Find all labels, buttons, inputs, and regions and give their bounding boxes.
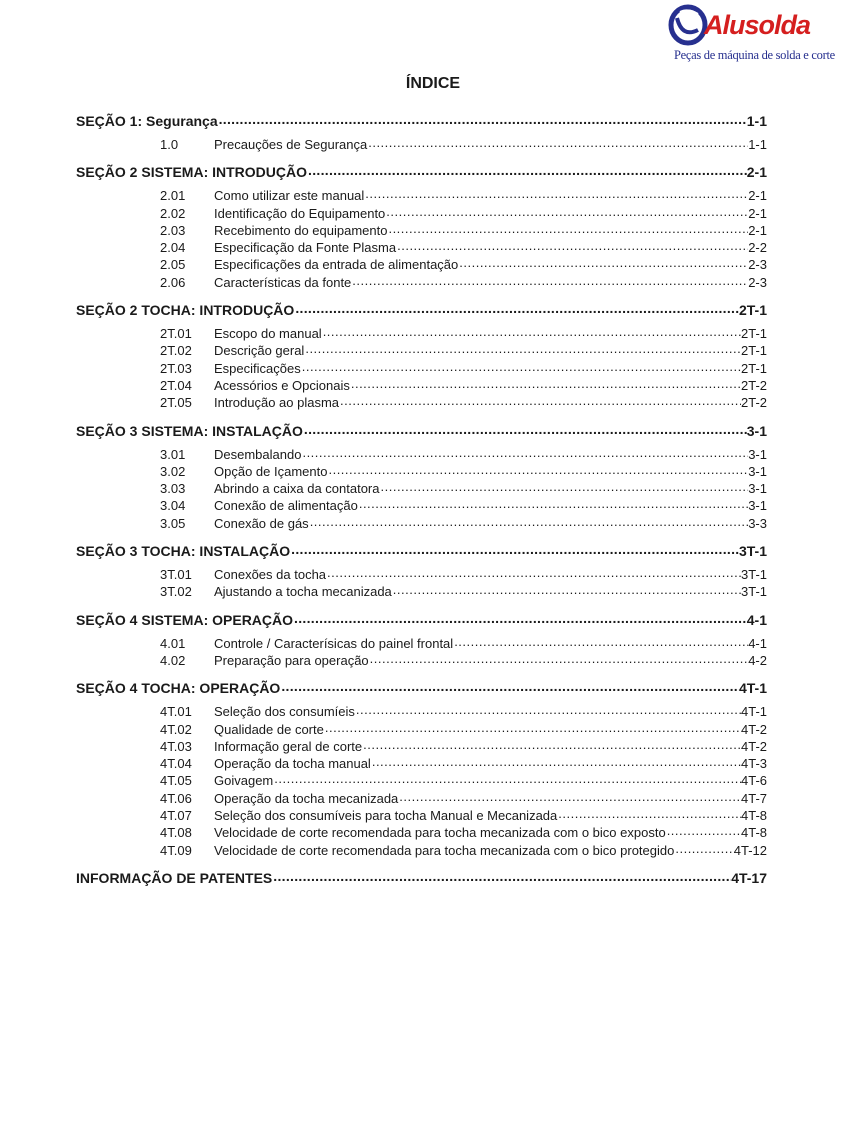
toc-leader-dots	[324, 721, 741, 734]
toc-entry-label: Como utilizar este manual	[214, 188, 365, 204]
toc-entry-number: 4T.09	[160, 842, 192, 858]
toc-entry[interactable]	[76, 807, 767, 824]
toc-leader-dots	[301, 360, 741, 373]
toc-section-title: SEÇÃO 3 SISTEMA: INSTALAÇÃO	[76, 422, 303, 439]
toc-entry-number: 4T.01	[160, 704, 192, 720]
toc-entry[interactable]	[76, 583, 767, 600]
toc-entry-number: 3.04	[160, 498, 186, 514]
toc-section-title: SEÇÃO 4 TOCHA: OPERAÇÃO	[76, 680, 281, 697]
toc-entry[interactable]	[76, 187, 767, 204]
toc-entry-number: 4T.03	[160, 738, 192, 754]
toc-entry-page: 4T-7	[740, 790, 767, 806]
toc-section-title: SEÇÃO 4 SISTEMA: OPERAÇÃO	[76, 611, 294, 628]
page-title: ÍNDICE	[405, 75, 461, 92]
toc-entry-label: Recebimento do equipamento	[214, 222, 388, 238]
toc-entry-number: 2T.05	[160, 395, 192, 411]
toc-entry-page: 3T-1	[740, 567, 767, 583]
toc-entry-page: 3-1	[748, 481, 767, 497]
logo-swirl-icon	[668, 4, 708, 48]
table-of-contents	[76, 112, 767, 892]
toc-entry-number: 4T.04	[160, 756, 192, 772]
toc-entry[interactable]	[76, 772, 767, 789]
toc-leader-dots	[218, 112, 747, 126]
toc-entry-label: Operação da tocha manual	[214, 756, 371, 772]
toc-leader-dots	[350, 377, 741, 390]
toc-leader-dots	[371, 755, 741, 768]
toc-entry-number: 2.02	[160, 205, 186, 221]
toc-leader-dots	[339, 394, 741, 407]
toc-entry-label: Acessórios e Opcionais	[214, 377, 350, 393]
toc-entry-page: 4T-3	[740, 756, 767, 772]
toc-section-page: 2T-1	[738, 302, 767, 319]
toc-entry[interactable]	[76, 239, 767, 256]
toc-entry-number: 2.05	[160, 257, 186, 273]
toc-section-page: 3-1	[746, 422, 767, 439]
toc-entry-number: 2.04	[160, 240, 186, 256]
toc-entry-page: 2T-1	[740, 343, 767, 359]
toc-entry-number: 4T.07	[160, 808, 192, 824]
toc-leader-dots	[280, 679, 739, 693]
toc-leader-dots	[364, 187, 748, 200]
toc-entry[interactable]	[76, 360, 767, 377]
toc-leader-dots	[272, 869, 731, 883]
toc-entry-label: Preparação para operação	[214, 652, 369, 668]
toc-entry-page: 2-1	[748, 188, 767, 204]
toc-section-heading[interactable]	[76, 301, 767, 324]
toc-entry-page: 2T-1	[740, 360, 767, 376]
toc-section-title: SEÇÃO 3 TOCHA: INSTALAÇÃO	[76, 543, 291, 560]
toc-leader-dots	[358, 497, 748, 510]
toc-leader-dots	[367, 136, 748, 149]
toc-leader-dots	[666, 824, 741, 837]
toc-entry-page: 4-1	[748, 635, 767, 651]
toc-entry[interactable]	[76, 703, 767, 720]
toc-leader-dots	[293, 611, 747, 625]
toc-entry-page: 3-1	[748, 446, 767, 462]
toc-entry-number: 4T.06	[160, 790, 192, 806]
toc-leader-dots	[309, 515, 749, 528]
toc-entry-page: 3-3	[748, 515, 767, 531]
toc-entry-page: 4T-2	[740, 721, 767, 737]
toc-entry-page: 2-3	[748, 274, 767, 290]
toc-entry-number: 2.01	[160, 188, 186, 204]
toc-leader-dots	[304, 342, 741, 355]
toc-section-title: INFORMAÇÃO DE PATENTES	[76, 869, 273, 886]
toc-entry[interactable]	[76, 515, 767, 532]
toc-entry-page: 1-1	[748, 137, 767, 152]
toc-entry-number: 2.03	[160, 222, 186, 238]
toc-section-page: 3T-1	[738, 543, 767, 560]
toc-entry-label: Abrindo a caixa da contatora	[214, 481, 380, 497]
toc-entry-page: 2-1	[748, 205, 767, 221]
toc-entry-number: 3T.02	[160, 584, 192, 600]
toc-section-heading[interactable]	[76, 869, 767, 892]
toc-entry-number: 2T.02	[160, 343, 192, 359]
toc-entry[interactable]	[76, 394, 767, 411]
toc-entry-label: Goivagem	[214, 773, 274, 789]
toc-entry[interactable]	[76, 325, 767, 342]
toc-entry-label: Velocidade de corte recomendada para tocha mecanizada com o bico exposto	[214, 825, 666, 841]
toc-entry-page: 3-1	[748, 463, 767, 479]
toc-entry-label: Conexão de gás	[214, 515, 309, 531]
toc-entry-number: 4T.08	[160, 825, 192, 841]
toc-section-page: 4T-17	[731, 869, 767, 886]
toc-entry-label: Operação da tocha mecanizada	[214, 790, 399, 806]
toc-leader-dots	[387, 222, 748, 235]
toc-section-heading[interactable]	[76, 163, 767, 186]
toc-entry-number: 3.01	[160, 446, 186, 462]
toc-entry-label: Seleção dos consumíveis para tocha Manual e Mecanizada	[214, 808, 558, 824]
toc-entry-label: Identificação do Equipamento	[214, 205, 386, 221]
toc-entry-label: Características da fonte	[214, 274, 352, 290]
toc-entry-label: Descrição geral	[214, 343, 305, 359]
toc-section-title: SEÇÃO 2 TOCHA: INTRODUÇÃO	[76, 302, 295, 319]
toc-entry-label: Controle / Caracterísicas do painel frontal	[214, 635, 454, 651]
toc-leader-dots	[398, 790, 741, 803]
toc-entry[interactable]	[76, 566, 767, 583]
toc-entry-page: 2T-2	[740, 377, 767, 393]
toc-leader-dots	[303, 422, 747, 436]
toc-entry[interactable]	[76, 342, 767, 359]
toc-entry-number: 4T.02	[160, 721, 192, 737]
toc-section-page: 2-1	[746, 164, 767, 181]
toc-entry-label: Especificações da entrada de alimentação	[214, 257, 459, 273]
toc-entry-number: 4.02	[160, 652, 186, 668]
toc-entry-page: 4T-1	[740, 704, 767, 720]
toc-entry[interactable]	[76, 790, 767, 807]
toc-entry-page: 2-2	[748, 240, 767, 256]
toc-entry-label: Ajustando a tocha mecanizada	[214, 584, 392, 600]
toc-entry[interactable]	[76, 463, 767, 480]
toc-entry-page: 4T-8	[740, 825, 767, 841]
toc-entry[interactable]	[76, 136, 767, 153]
toc-section-title: SEÇÃO 2 SISTEMA: INTRODUÇÃO	[76, 164, 308, 181]
toc-entry-number: 3.03	[160, 481, 186, 497]
toc-entry-label: Qualidade de corte	[214, 721, 324, 737]
toc-entry-number: 2T.01	[160, 326, 192, 342]
toc-entry-page: 4T-2	[740, 738, 767, 754]
toc-entry[interactable]	[76, 446, 767, 463]
toc-entry-number: 3.05	[160, 515, 186, 531]
toc-entry-label: Velocidade de corte recomendada para tocha mecanizada com o bico protegido	[214, 842, 675, 858]
toc-entry-label: Introdução ao plasma	[214, 395, 340, 411]
toc-entry-label: Seleção dos consumíeis	[214, 704, 355, 720]
toc-leader-dots	[396, 239, 748, 252]
toc-entry-number: 3.02	[160, 463, 186, 479]
toc-entry-number: 1.0	[160, 137, 179, 152]
toc-entry-label: Especificação da Fonte Plasma	[214, 240, 397, 256]
toc-entry-label: Conexão de alimentação	[214, 498, 358, 514]
toc-section-heading[interactable]	[76, 679, 767, 702]
toc-entry-label: Informação geral de corte	[214, 738, 363, 754]
toc-leader-dots	[453, 635, 748, 648]
toc-entry-page: 4T-8	[740, 808, 767, 824]
toc-leader-dots	[385, 205, 748, 218]
toc-leader-dots	[369, 652, 749, 665]
toc-entry-number: 4.01	[160, 635, 186, 651]
toc-entry[interactable]	[76, 824, 767, 841]
toc-entry[interactable]	[76, 222, 767, 239]
toc-section-page: 1-1	[746, 113, 767, 129]
toc-section-heading[interactable]	[76, 611, 767, 634]
toc-entry-number: 2.06	[160, 274, 186, 290]
toc-entry[interactable]	[76, 721, 767, 738]
toc-entry-page: 4T-12	[733, 842, 767, 858]
toc-leader-dots	[674, 842, 733, 855]
toc-entry-label: Especificações	[214, 360, 301, 376]
toc-leader-dots	[290, 542, 739, 556]
toc-entry-page: 3T-1	[740, 584, 767, 600]
toc-entry-number: 2T.04	[160, 377, 192, 393]
toc-entry-label: Opção de Içamento	[214, 463, 328, 479]
toc-section-heading[interactable]	[76, 112, 767, 135]
toc-entry[interactable]	[76, 842, 767, 859]
toc-leader-dots	[322, 325, 741, 338]
toc-entry-page: 2T-2	[740, 395, 767, 411]
toc-section-heading[interactable]	[76, 542, 767, 565]
logo-brand-name: Alusolda	[704, 10, 811, 40]
toc-leader-dots	[273, 772, 741, 785]
toc-entry-page: 2T-1	[740, 326, 767, 342]
toc-leader-dots	[326, 566, 741, 579]
toc-entry[interactable]	[76, 652, 767, 669]
toc-entry[interactable]	[76, 205, 767, 222]
toc-leader-dots	[362, 738, 741, 751]
toc-entry-number: 4T.05	[160, 773, 192, 789]
toc-entry-label: Conexões da tocha	[214, 567, 327, 583]
toc-entry-label: Desembalando	[214, 446, 302, 462]
toc-leader-dots	[351, 274, 748, 287]
toc-entry-label: Precauções de Segurança	[214, 137, 368, 152]
toc-entry-number: 3T.01	[160, 567, 192, 583]
toc-entry-page: 2-3	[748, 257, 767, 273]
toc-section-page: 4-1	[746, 611, 767, 628]
toc-entry[interactable]	[76, 274, 767, 291]
toc-leader-dots	[355, 703, 741, 716]
toc-leader-dots	[458, 256, 748, 269]
toc-entry-label: Escopo do manual	[214, 326, 322, 342]
toc-leader-dots	[294, 301, 739, 315]
toc-leader-dots	[392, 583, 741, 596]
toc-leader-dots	[380, 480, 749, 493]
toc-entry[interactable]	[76, 377, 767, 394]
toc-entry-page: 4-2	[748, 652, 767, 668]
toc-entry[interactable]	[76, 738, 767, 755]
toc-entry[interactable]	[76, 256, 767, 273]
toc-entry-page: 2-1	[748, 222, 767, 238]
alusolda-logo	[668, 4, 835, 66]
toc-leader-dots	[327, 463, 748, 476]
toc-entry[interactable]	[76, 497, 767, 514]
logo-tagline: Peças de máquina de solda e corte	[674, 48, 835, 62]
toc-entry-number: 2T.03	[160, 360, 192, 376]
toc-entry[interactable]	[76, 480, 767, 497]
toc-entry-page: 3-1	[748, 498, 767, 514]
toc-leader-dots	[301, 446, 748, 459]
toc-section-title: SEÇÃO 1: Segurança	[76, 113, 218, 129]
toc-section-page: 4T-1	[738, 680, 767, 697]
toc-entry-page: 4T-6	[740, 773, 767, 789]
toc-leader-dots	[307, 163, 747, 177]
toc-leader-dots	[557, 807, 741, 820]
toc-entry[interactable]	[76, 635, 767, 652]
toc-section-heading[interactable]	[76, 422, 767, 445]
toc-entry[interactable]	[76, 755, 767, 772]
